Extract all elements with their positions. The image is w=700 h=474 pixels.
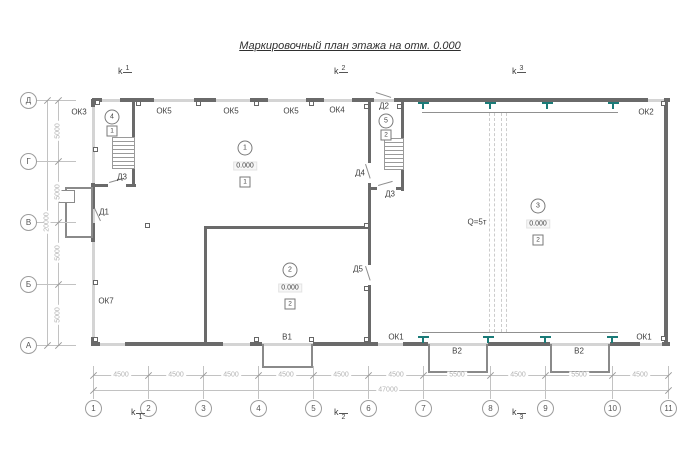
column-marker <box>364 104 369 109</box>
dim-value: 5000 <box>54 123 62 139</box>
col-axis-bubble: 10 <box>604 400 621 417</box>
room-number-bubble: 4 <box>105 110 120 125</box>
column-marker <box>254 337 259 342</box>
crane-beam <box>422 332 618 333</box>
opening-label-ок5: ОК5 <box>223 106 239 116</box>
column-marker <box>196 101 201 106</box>
col-axis-leader <box>148 366 149 399</box>
col-axis-leader <box>203 366 204 399</box>
col-axis-leader <box>423 366 424 399</box>
column-marker <box>661 336 666 341</box>
col-axis-bubble: 7 <box>415 400 432 417</box>
dim-value: 4500 <box>168 371 184 379</box>
steel-column-icon <box>542 102 553 110</box>
column-marker <box>93 280 98 285</box>
door-leaf <box>376 92 392 98</box>
stairwell-wall <box>368 187 377 190</box>
crane-capacity-label: Q=5т <box>467 217 487 227</box>
column-marker <box>309 337 314 342</box>
dim-value: 4500 <box>278 371 294 379</box>
door-leaf <box>378 181 393 186</box>
col-axis-bubble: 6 <box>360 400 377 417</box>
col-axis-leader <box>545 366 546 399</box>
room-finish-box: 1 <box>240 177 251 188</box>
row-axis-bubble: Г <box>20 153 37 170</box>
crane-runway-line <box>506 113 507 332</box>
column-marker <box>364 337 369 342</box>
opening-label-ок4: ОК4 <box>329 105 345 115</box>
column-marker <box>93 147 98 152</box>
opening-label-ок7: ОК7 <box>98 296 114 306</box>
column-marker <box>254 101 259 106</box>
col-axis-leader <box>93 366 94 399</box>
col-axis-leader <box>313 366 314 399</box>
room-number-bubble: 1 <box>238 141 253 156</box>
row-axis-bubble: Б <box>20 276 37 293</box>
opening-label-в2: В2 <box>452 346 462 356</box>
partition-wall <box>204 226 207 344</box>
room-number-bubble: 5 <box>379 114 394 129</box>
stairwell-wall <box>396 187 404 190</box>
column-marker <box>95 100 100 105</box>
col-axis-bubble: 9 <box>537 400 554 417</box>
section-marker-k1: $k_1$ <box>131 407 145 417</box>
dim-value: 5000 <box>54 184 62 200</box>
dim-total: 47000 <box>378 386 398 394</box>
section-marker-k2: k $^2$ <box>334 66 348 76</box>
room-finish-box: 2 <box>381 130 392 141</box>
dim-value: 5500 <box>449 371 465 379</box>
col-axis-leader <box>612 366 613 399</box>
room-finish-box: 1 <box>107 126 118 137</box>
room-level: 0.000 <box>526 220 550 229</box>
col-axis-bubble: 11 <box>660 400 677 417</box>
steel-column-icon <box>607 336 618 344</box>
steel-column-icon <box>418 102 429 110</box>
column-marker <box>364 286 369 291</box>
stairwell-wall <box>94 184 108 187</box>
col-axis-leader <box>490 366 491 399</box>
col-axis-bubble: 4 <box>250 400 267 417</box>
col-axis-leader <box>368 366 369 399</box>
dim-value: 4500 <box>510 371 526 379</box>
col-axis-leader <box>258 366 259 399</box>
dim-value: 5500 <box>571 371 587 379</box>
row-axis-bubble: Д <box>20 92 37 109</box>
crane-runway-line <box>501 113 502 332</box>
room-finish-box: 2 <box>285 299 296 310</box>
column-marker <box>309 101 314 106</box>
wall-segment <box>250 342 262 346</box>
dim-value: 4500 <box>632 371 648 379</box>
opening-label-д3: Д3 <box>117 172 127 182</box>
column-marker <box>145 223 150 228</box>
opening-label-в1: В1 <box>282 332 292 342</box>
column-marker <box>397 104 402 109</box>
column-marker <box>93 337 98 342</box>
room-level: 0.000 <box>278 284 302 293</box>
opening-label-ок1: ОК1 <box>636 332 652 342</box>
col-axis-bubble: 1 <box>85 400 102 417</box>
crane-beam <box>422 112 618 113</box>
opening-label-ок1: ОК1 <box>388 332 404 342</box>
gate-b1-outline <box>262 344 313 368</box>
room-finish-box: 2 <box>533 235 544 246</box>
dim-total: 20000 <box>43 212 51 232</box>
wall-segment <box>125 342 223 346</box>
section-marker-k1: k $^1$ <box>118 66 132 76</box>
col-axis-leader <box>668 366 669 399</box>
staircase <box>112 137 135 169</box>
dim-value: 4500 <box>223 371 239 379</box>
partition-wall <box>368 285 371 345</box>
dim-value: 5000 <box>54 307 62 323</box>
staircase <box>384 138 404 170</box>
opening-label-ок3: ОК3 <box>71 107 87 117</box>
col-axis-bubble: 3 <box>195 400 212 417</box>
stairwell-wall <box>126 184 136 187</box>
dim-value: 4500 <box>113 371 129 379</box>
steel-column-icon <box>608 102 619 110</box>
room-number-bubble: 3 <box>531 199 546 214</box>
room-number-bubble: 2 <box>283 263 298 278</box>
section-marker-k2: $k_2$ <box>334 407 348 417</box>
opening-label-в2: В2 <box>574 346 584 356</box>
column-marker <box>661 101 666 106</box>
steel-column-icon <box>540 336 551 344</box>
section-marker-k3: k $^3$ <box>512 66 526 76</box>
opening-label-д1: Д1 <box>99 207 109 217</box>
steel-column-icon <box>485 102 496 110</box>
column-marker <box>364 223 369 228</box>
col-axis-bubble: 8 <box>482 400 499 417</box>
section-marker-k3: $k_3$ <box>512 407 526 417</box>
opening-label-д5: Д5 <box>353 264 363 274</box>
opening-label-д2: Д2 <box>379 101 389 111</box>
wall-east <box>664 99 668 346</box>
partition-wall <box>204 226 371 229</box>
opening-label-ок5: ОК5 <box>283 106 299 116</box>
row-axis-bubble: А <box>20 337 37 354</box>
opening-label-д3: Д3 <box>385 189 395 199</box>
door-leaf <box>365 164 371 179</box>
door-leaf <box>365 266 371 281</box>
steel-column-icon <box>483 336 494 344</box>
drawing-title: Маркировочный план этажа на отм. 0.000 <box>239 40 461 52</box>
opening-label-д4: Д4 <box>355 168 365 178</box>
col-axis-bubble: 5 <box>305 400 322 417</box>
opening-label-ок2: ОК2 <box>638 107 654 117</box>
wall-segment <box>250 98 268 102</box>
crane-runway-line <box>494 113 495 332</box>
dim-value: 5000 <box>54 245 62 261</box>
dim-value: 4500 <box>333 371 349 379</box>
column-marker <box>136 101 141 106</box>
col-axis-bubble: 2 <box>140 400 157 417</box>
dim-value: 4500 <box>388 371 404 379</box>
row-axis-bubble: В <box>20 214 37 231</box>
crane-runway-line <box>489 113 490 332</box>
room-level: 0.000 <box>233 162 257 171</box>
opening-label-ок5: ОК5 <box>156 106 172 116</box>
steel-column-icon <box>418 336 429 344</box>
